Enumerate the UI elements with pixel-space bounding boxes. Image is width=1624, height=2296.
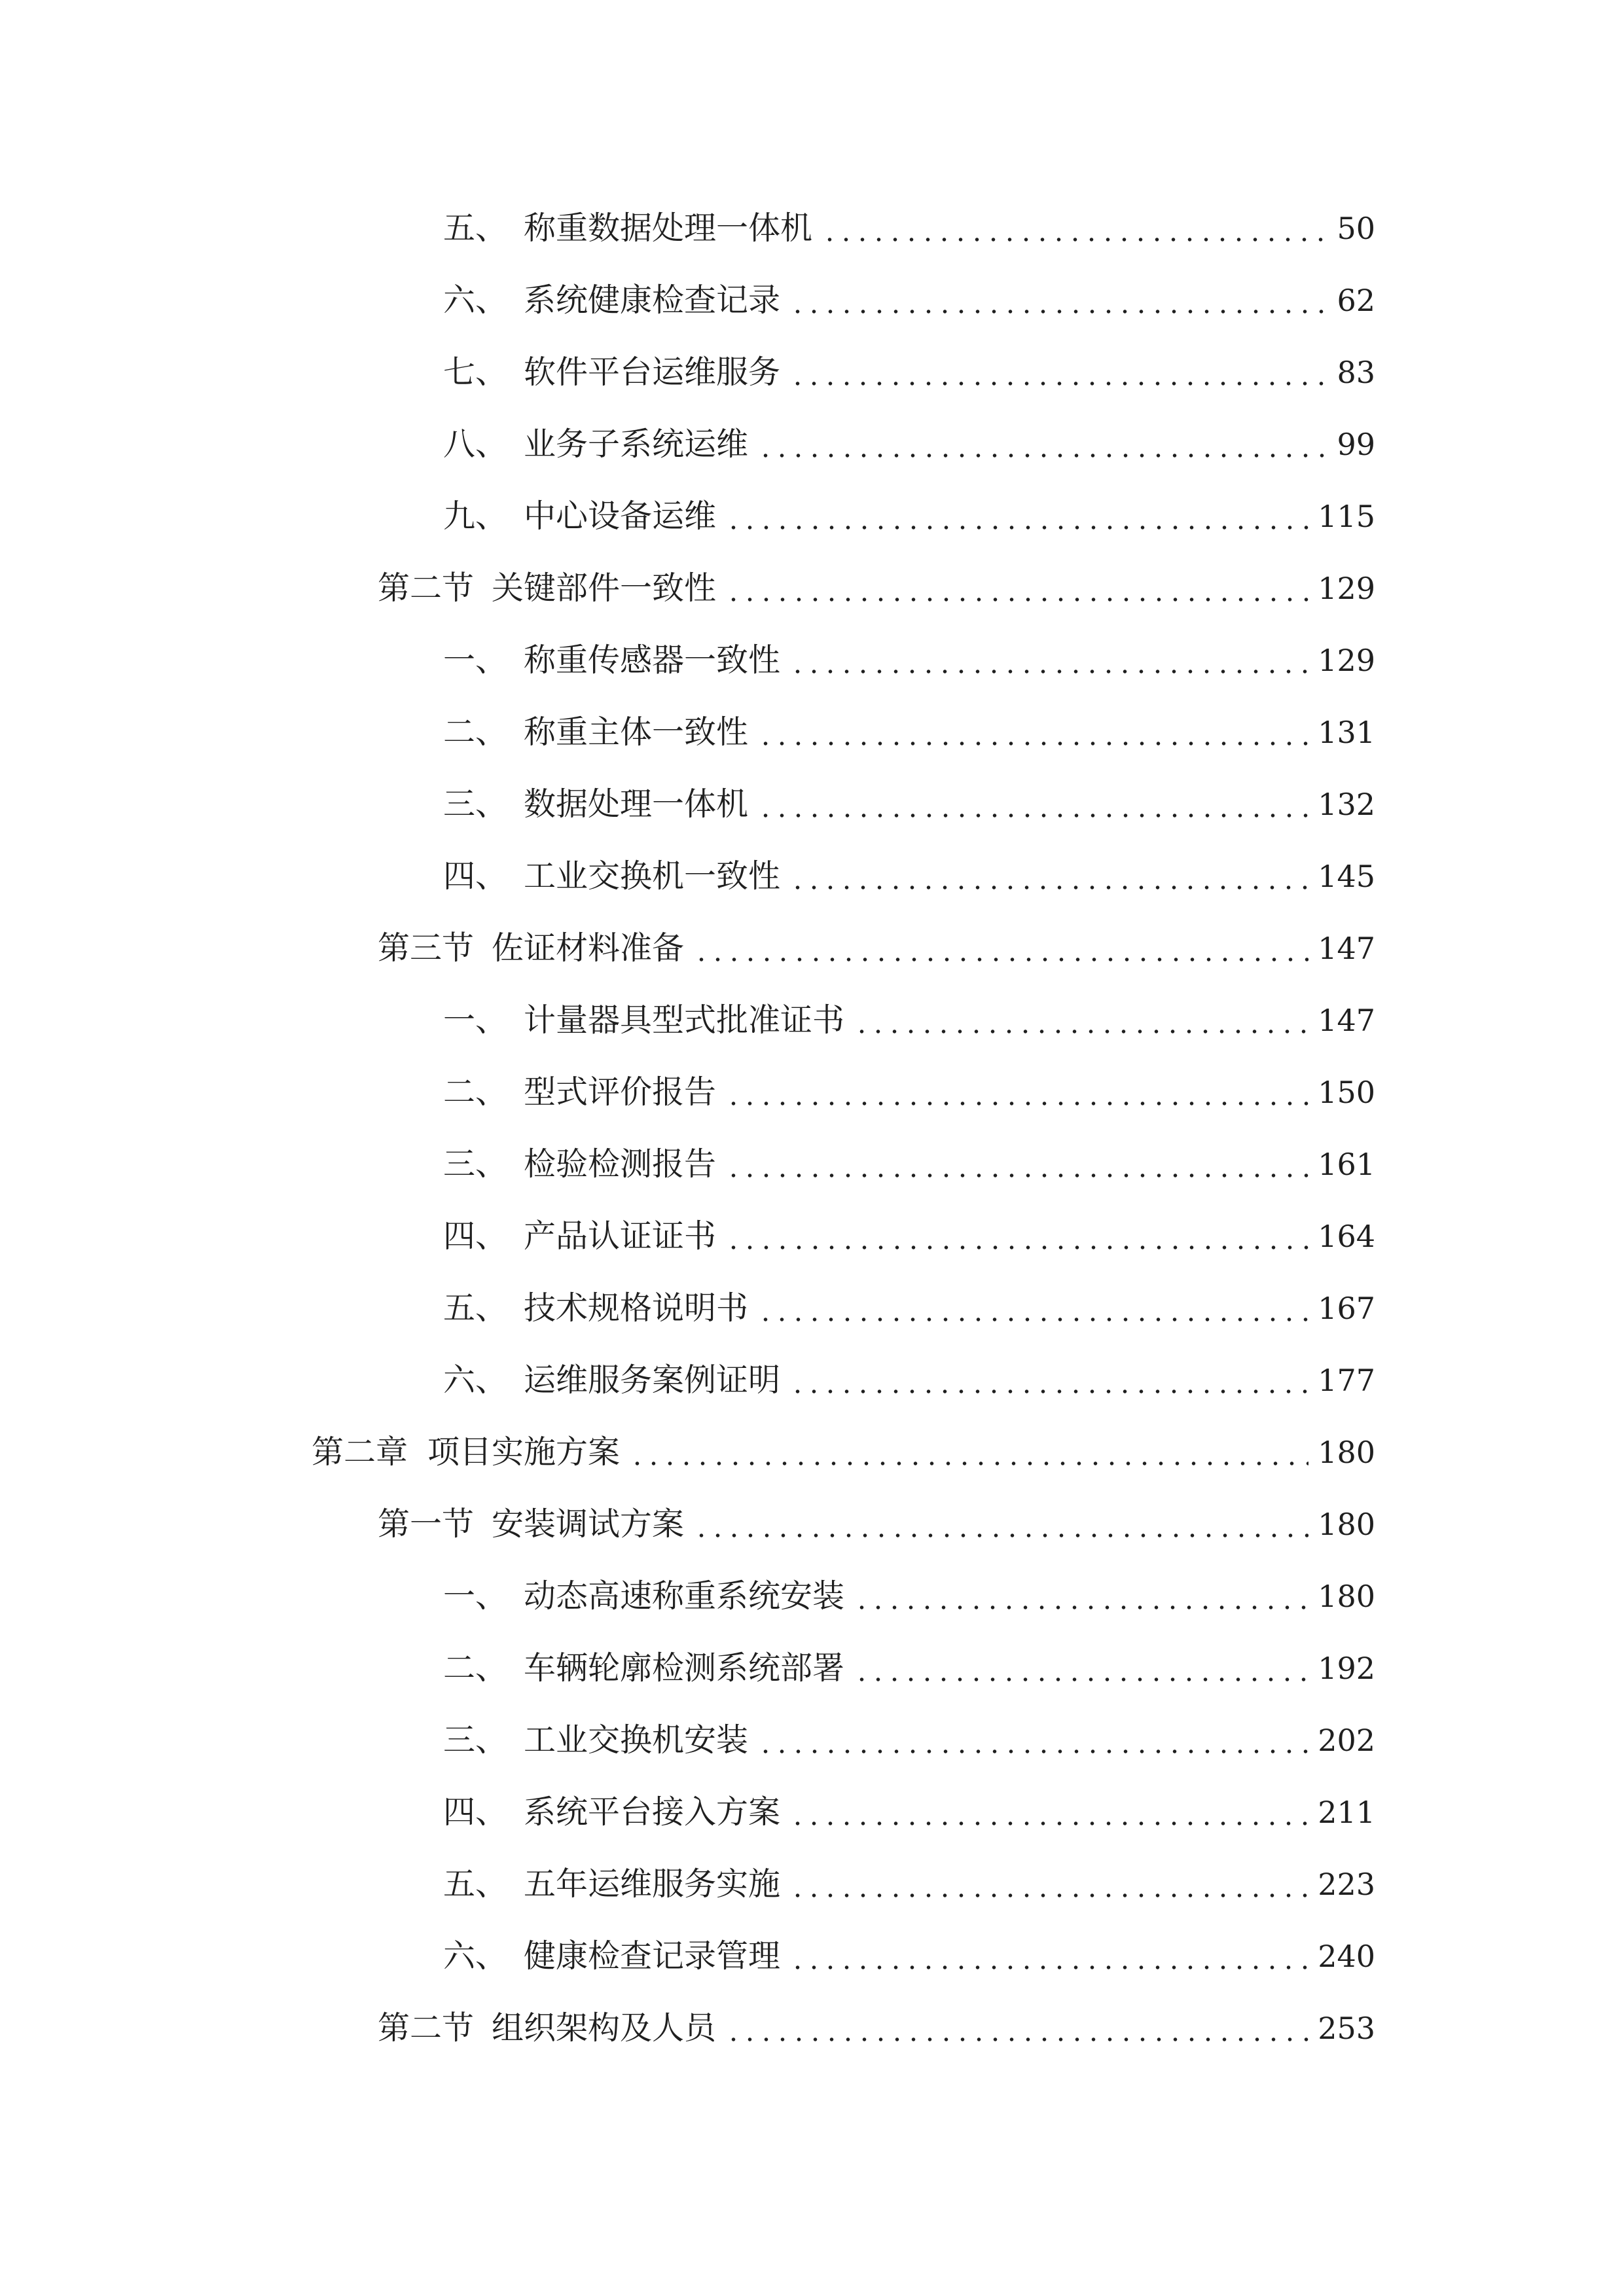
toc-entry-page: 167	[1318, 1291, 1375, 1326]
toc-entry-number: 六、	[443, 1361, 508, 1399]
toc-entry	[0, 696, 1375, 768]
toc-entry-page: 147	[1318, 1003, 1375, 1038]
toc-entry	[0, 768, 1375, 840]
toc-leader-dots	[723, 1056, 1308, 1128]
toc-leader-dots	[723, 1128, 1308, 1200]
toc-section-title: 佐证材料准备	[492, 929, 685, 967]
toc-entry-number: 四、	[443, 1793, 508, 1831]
toc-entry-page: 240	[1318, 1939, 1375, 1974]
toc-entry-number: 一、	[443, 1001, 508, 1039]
toc-entry-number: 四、	[443, 857, 508, 895]
toc-entry-title: 系统健康检查记录	[524, 281, 781, 319]
toc-entry-page: 202	[1318, 1723, 1375, 1758]
toc-entry-title: 业务子系统运维	[524, 425, 749, 463]
toc-section-number: 第二节	[378, 569, 475, 607]
toc-entry	[0, 1848, 1375, 1920]
toc-entry-page: 164	[1318, 1219, 1375, 1254]
toc-entry-page: 180	[1318, 1579, 1375, 1614]
toc-leader-dots	[787, 1776, 1308, 1848]
toc-entry-number: 二、	[443, 1649, 508, 1687]
toc-entry-page: 131	[1318, 715, 1375, 750]
toc-entry-number: 二、	[443, 1073, 508, 1111]
toc-leader-dots	[787, 1920, 1308, 1992]
toc-section-entry	[0, 552, 1375, 624]
toc-leader-dots	[787, 264, 1327, 336]
toc-chapter-entry	[0, 1416, 1375, 1488]
toc-entry-number: 六、	[443, 281, 508, 319]
toc-leader-dots	[626, 1416, 1308, 1488]
toc-leader-dots	[755, 696, 1308, 768]
toc-entry	[0, 1560, 1375, 1632]
toc-entry-title: 工业交换机安装	[524, 1721, 749, 1759]
toc-entry-page: 150	[1318, 1075, 1375, 1110]
toc-leader-dots	[723, 1200, 1308, 1272]
toc-leader-dots	[851, 1632, 1308, 1704]
toc-leader-dots	[691, 912, 1308, 984]
toc-entry-page: 180	[1318, 1435, 1375, 1470]
toc-leader-dots	[691, 1488, 1308, 1560]
toc-entry-page: 177	[1318, 1363, 1375, 1398]
toc-entry-number: 三、	[443, 1721, 508, 1759]
toc-entry-page: 132	[1318, 787, 1375, 822]
toc-entry-page: 161	[1318, 1147, 1375, 1182]
toc-entry	[0, 1920, 1375, 1992]
toc-entry-number: 三、	[443, 785, 508, 823]
toc-section-title: 关键部件一致性	[492, 569, 717, 607]
toc-entry-page: 211	[1318, 1795, 1375, 1830]
toc-entry-title: 动态高速称重系统安装	[524, 1577, 845, 1615]
toc-entry	[0, 624, 1375, 696]
toc-chapter-number: 第二章	[312, 1433, 408, 1471]
toc-leader-dots	[755, 768, 1308, 840]
toc-entry-number: 五、	[443, 1289, 508, 1327]
toc-leader-dots	[755, 1704, 1308, 1776]
toc-entry-page: 83	[1337, 355, 1375, 390]
toc-entry	[0, 1272, 1375, 1344]
toc-entry-title: 称重主体一致性	[524, 713, 749, 751]
toc-entry-title: 检验检测报告	[524, 1145, 717, 1183]
toc-entry-title: 数据处理一体机	[524, 785, 749, 823]
toc-entry-title: 产品认证证书	[524, 1217, 717, 1255]
toc-chapter-title: 项目实施方案	[427, 1433, 621, 1471]
toc-entry-page: 129	[1318, 571, 1375, 606]
toc-entry	[0, 264, 1375, 336]
toc-section-number: 第二节	[378, 2009, 475, 2047]
toc-entry-title: 技术规格说明书	[524, 1289, 749, 1327]
toc-section-entry	[0, 1992, 1375, 2064]
toc-entry	[0, 1200, 1375, 1272]
toc-entry	[0, 1632, 1375, 1704]
toc-entry-number: 六、	[443, 1937, 508, 1975]
toc-entry-page: 192	[1318, 1651, 1375, 1686]
toc-entry-title: 型式评价报告	[524, 1073, 717, 1111]
toc-entry-title: 五年运维服务实施	[524, 1865, 781, 1903]
toc-leader-dots	[851, 1560, 1308, 1632]
toc-entry-title: 健康检查记录管理	[524, 1937, 781, 1975]
toc-entry-title: 系统平台接入方案	[524, 1793, 781, 1831]
toc-entry-number: 八、	[443, 425, 508, 463]
toc-entry-page: 253	[1318, 2011, 1375, 2046]
toc-entry-title: 工业交换机一致性	[524, 857, 781, 895]
toc-entry-number: 五、	[443, 1865, 508, 1903]
toc-section-entry	[0, 1488, 1375, 1560]
toc-leader-dots	[755, 1272, 1308, 1344]
toc-entry-page: 99	[1337, 427, 1375, 462]
toc-section-number: 第一节	[378, 1505, 475, 1543]
toc-entry	[0, 192, 1375, 264]
toc-entry-number: 四、	[443, 1217, 508, 1255]
toc-entry	[0, 1056, 1375, 1128]
toc-entry-number: 一、	[443, 641, 508, 679]
toc-entry-number: 五、	[443, 209, 508, 247]
toc-entry-title: 车辆轮廓检测系统部署	[524, 1649, 845, 1687]
toc-leader-dots	[787, 336, 1327, 408]
toc-leader-dots	[787, 1848, 1308, 1920]
toc-section-number: 第三节	[378, 929, 475, 967]
toc-leader-dots	[723, 480, 1308, 552]
toc-entry-number: 三、	[443, 1145, 508, 1183]
toc-entry-page: 180	[1318, 1507, 1375, 1542]
toc-leader-dots	[787, 840, 1308, 912]
toc-entry-page: 115	[1318, 499, 1375, 534]
table-of-contents	[0, 192, 1375, 2064]
toc-entry-page: 147	[1318, 931, 1375, 966]
toc-entry	[0, 1128, 1375, 1200]
toc-entry	[0, 1704, 1375, 1776]
toc-entry-title: 软件平台运维服务	[524, 353, 781, 391]
toc-entry	[0, 1344, 1375, 1416]
toc-entry-page: 50	[1337, 211, 1375, 246]
toc-leader-dots	[723, 552, 1308, 624]
toc-leader-dots	[787, 624, 1308, 696]
toc-entry	[0, 408, 1375, 480]
toc-entry-number: 二、	[443, 713, 508, 751]
toc-section-entry	[0, 912, 1375, 984]
toc-leader-dots	[851, 984, 1308, 1056]
toc-entry-number: 九、	[443, 497, 508, 535]
toc-leader-dots	[755, 408, 1327, 480]
toc-leader-dots	[819, 192, 1327, 264]
toc-section-title: 组织架构及人员	[492, 2009, 717, 2047]
toc-entry-page: 62	[1337, 283, 1375, 318]
toc-entry-page: 145	[1318, 859, 1375, 894]
toc-entry	[0, 984, 1375, 1056]
toc-entry	[0, 480, 1375, 552]
toc-entry-number: 一、	[443, 1577, 508, 1615]
toc-entry-title: 称重数据处理一体机	[524, 209, 813, 247]
toc-entry-number: 七、	[443, 353, 508, 391]
toc-leader-dots	[787, 1344, 1308, 1416]
toc-entry-page: 129	[1318, 643, 1375, 678]
toc-entry-title: 计量器具型式批准证书	[524, 1001, 845, 1039]
toc-entry-title: 中心设备运维	[524, 497, 717, 535]
toc-entry	[0, 840, 1375, 912]
toc-leader-dots	[723, 1992, 1308, 2064]
toc-entry	[0, 1776, 1375, 1848]
toc-entry-title: 称重传感器一致性	[524, 641, 781, 679]
toc-section-title: 安装调试方案	[492, 1505, 685, 1543]
toc-entry-page: 223	[1318, 1867, 1375, 1902]
toc-entry	[0, 336, 1375, 408]
toc-entry-title: 运维服务案例证明	[524, 1361, 781, 1399]
